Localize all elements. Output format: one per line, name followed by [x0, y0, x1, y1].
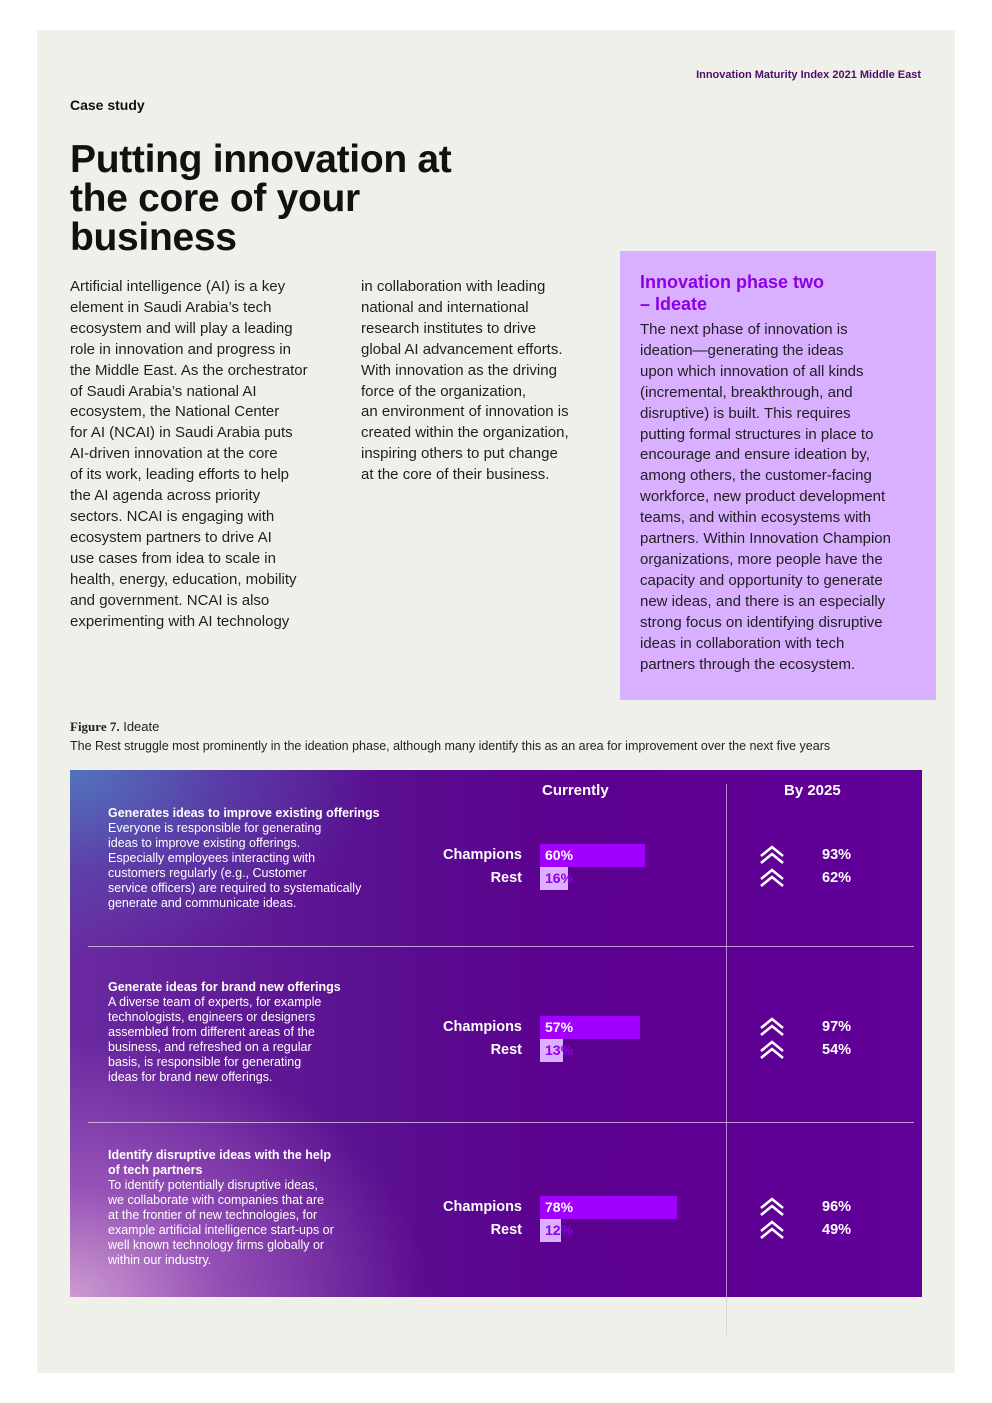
series-label: Champions — [443, 847, 522, 863]
ideate-chart — [70, 770, 922, 1297]
by-2025-value: 97% — [822, 1019, 852, 1035]
column-header-by-2025: By 2025 — [784, 782, 841, 799]
bar-champions — [540, 844, 645, 867]
row-description: A diverse team of experts, for example technologists, engineers or designers assembled from different areas of the business, and refreshed on a regular basis, is responsible for generating ideas for brand new offerings. — [108, 995, 322, 1084]
series-label: Rest — [490, 870, 522, 886]
column-divider-extension — [726, 1297, 727, 1335]
bar-value-label: 12% — [545, 1222, 574, 1238]
bar-value-label: 16% — [545, 870, 574, 886]
body-column-1: Artificial intelligence (AI) is a key element in Saudi Arabia’s tech ecosystem and will play a leading role in innovation and progress in the Middle East. As the orchestrator of Saudi Arabia’s national AI ecosystem, the National Center for AI (NCAI) in Saudi Arabia puts AI-driven innovation at the core of its work, leading efforts to help the AI agenda across priority sectors. NCAI is engaging with ecosystem partners to drive AI use cases from idea to scale in health, energy, education, mobility and government. NCAI is also experimenting with AI technology — [70, 278, 308, 630]
bar-rest — [540, 1219, 574, 1242]
figure-caption: The Rest struggle most prominently in the ideation phase, although many identify this as an area for improvement over the next five years — [70, 739, 831, 753]
double-chevron-up-icon — [759, 1197, 785, 1217]
by-2025-value: 93% — [822, 847, 852, 863]
row-divider — [88, 946, 914, 947]
by-2025-value: 62% — [822, 870, 852, 886]
double-chevron-up-icon — [759, 845, 785, 865]
row-description: Everyone is responsible for generating ideas to improve existing offerings. Especially employees interacting with customers regularly (e.g., Customer service officers) are required to systematically generate and communicate ideas. — [108, 821, 362, 910]
by-2025-value: 49% — [822, 1222, 852, 1238]
row-title: Identify disruptive ideas with the help of tech partners — [108, 1148, 331, 1177]
figure-label — [70, 719, 159, 735]
series-label: Rest — [490, 1222, 522, 1238]
figure-title: Ideate — [123, 719, 160, 734]
double-chevron-up-icon — [759, 1017, 785, 1037]
double-chevron-up-icon — [759, 1040, 785, 1060]
series-label: Champions — [443, 1199, 522, 1215]
row-title: Generates ideas to improve existing offerings — [108, 806, 380, 820]
by-2025-value: 96% — [822, 1199, 852, 1215]
by-2025-value: 54% — [822, 1042, 852, 1058]
series-label: Rest — [490, 1042, 522, 1058]
double-chevron-up-icon — [759, 868, 785, 888]
running-header: Innovation Maturity Index 2021 Middle East — [696, 69, 921, 81]
case-study-label: Case study — [70, 97, 145, 113]
double-chevron-up-icon — [759, 1220, 785, 1240]
report-page — [37, 30, 955, 1373]
figure-number: Figure 7. — [70, 719, 120, 734]
sidebar-title: Innovation phase two – Ideate — [640, 272, 825, 314]
ideate-sidebar — [620, 251, 936, 700]
row-title: Generate ideas for brand new offerings — [108, 980, 341, 994]
bar-value-label: 78% — [545, 1199, 574, 1215]
row-divider — [88, 1122, 914, 1123]
bar-rest — [540, 867, 574, 890]
bar-value-label: 60% — [545, 847, 574, 863]
column-divider — [726, 784, 727, 1297]
bar-value-label: 13% — [545, 1042, 574, 1058]
bar-champions — [540, 1016, 640, 1039]
bar-rest — [540, 1039, 574, 1062]
series-label: Champions — [443, 1019, 522, 1035]
row-description: To identify potentially disruptive ideas, we collaborate with companies that are at the frontier of new technologies, for example artificial intelligence start-ups or well known technology firms globally or within our industry. — [108, 1178, 334, 1267]
bar-champions — [540, 1196, 677, 1219]
body-column-2: in collaboration with leading national and international research institutes to drive global AI advancement efforts. With innovation as the driving force of the organization, an environment of innovation is created within the organization, inspiring others to put change at the core of their business. — [361, 278, 569, 484]
page-title: Putting innovation at the core of your business — [70, 138, 452, 259]
bar-value-label: 57% — [545, 1019, 574, 1035]
sidebar-text: The next phase of innovation is ideation—generating the ideas upon which innovation of all kinds (incremental, breakthrough, and disruptive) is built. This requires putting formal structures in place to encourage and ensure ideation by, among others, the customer-facing workforce, new product development teams, and within ecosystems with partners. Within Innovation Champion organizations, more people have the capacity and opportunity to generate new ideas, and there is an especially strong focus on identifying disruptive ideas in collaboration with tech partners through the ecosystem. — [640, 321, 891, 673]
column-header-currently: Currently — [542, 782, 609, 799]
